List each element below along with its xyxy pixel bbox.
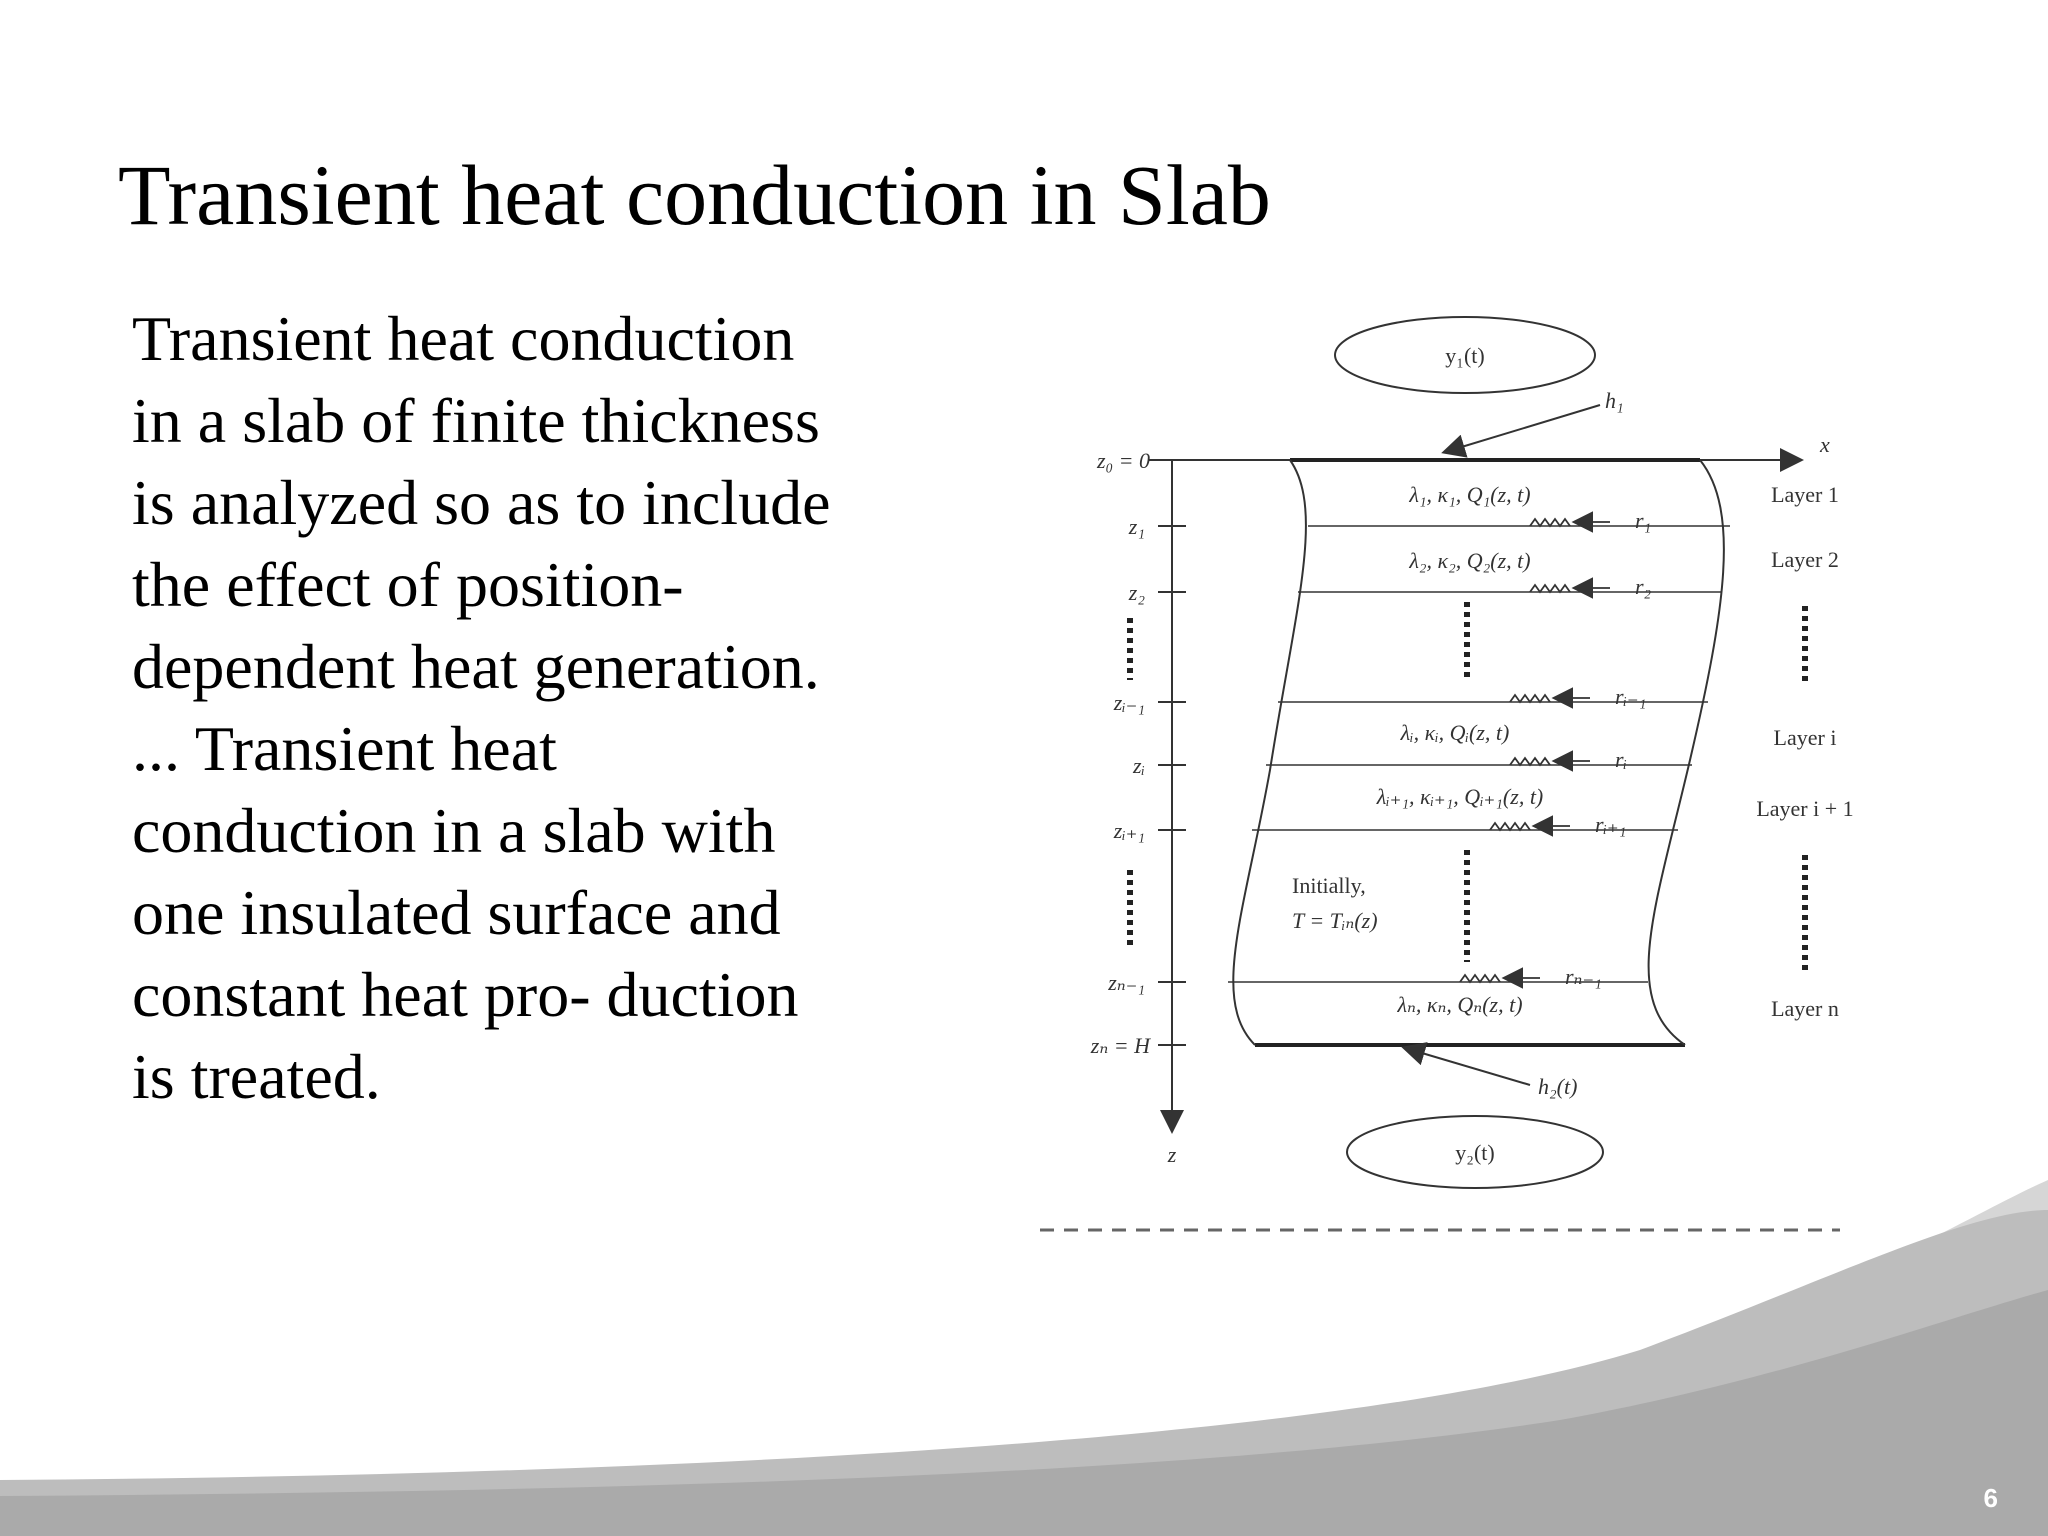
slab-diagram-svg [1040, 310, 1880, 1240]
footer-swoosh-svg [0, 1180, 2048, 1536]
z-label: zᵢ₊₁ [1113, 818, 1145, 843]
z-label: z₀ = 0 [1096, 448, 1150, 473]
body-line: one insulated surface and [132, 877, 781, 948]
z-label: zₙ₋₁ [1108, 970, 1145, 995]
body-line: constant heat pro- duction [132, 959, 799, 1030]
layer-props-2: λ₂, κ₂, Q₂(z, t) [1409, 548, 1531, 573]
r-label: r₁ [1635, 508, 1652, 533]
layer-props-i: λᵢ, κᵢ, Qᵢ(z, t) [1400, 720, 1510, 745]
r-label: rᵢ₊₁ [1595, 812, 1627, 837]
slide-title: Transient heat conduction in Slab [118, 147, 1271, 243]
h2-arrow [1405, 1048, 1530, 1085]
layer-name: Layer i [1773, 725, 1837, 750]
layer-props-1: λ₁, κ₁, Q₁(z, t) [1409, 482, 1531, 507]
z-label: zᵢ [1132, 753, 1145, 778]
body-line: dependent heat generation. [132, 631, 820, 702]
initial-condition-line2: T = Tᵢₙ(z) [1292, 908, 1378, 933]
body-line: in a slab of finite thickness [132, 385, 820, 456]
h2-label: h₂(t) [1538, 1074, 1578, 1099]
footer-swoosh [0, 1180, 2048, 1536]
layer-name: Layer 2 [1771, 547, 1839, 572]
bottom-ellipse-label: y₂(t) [1455, 1140, 1495, 1165]
r-label: rₙ₋₁ [1565, 964, 1602, 989]
slab-right-edge [1649, 460, 1724, 1045]
h1-label: h₁ [1605, 388, 1624, 413]
layer-props-i+1: λᵢ₊₁, κᵢ₊₁, Qᵢ₊₁(z, t) [1376, 784, 1544, 809]
body-line: ... Transient heat [132, 713, 557, 784]
z-label: z₁ [1128, 514, 1145, 539]
top-ellipse-label: y₁(t) [1445, 343, 1485, 368]
z-label: zₙ = H [1090, 1033, 1150, 1058]
h1-arrow [1445, 405, 1600, 452]
page-number: 6 [1983, 1483, 1998, 1513]
r-label: rᵢ [1615, 747, 1628, 772]
slab-diagram [1040, 310, 1880, 1240]
layer-name: Layer n [1771, 996, 1839, 1021]
body-line: is treated. [132, 1041, 381, 1112]
layer-props-n: λₙ, κₙ, Qₙ(z, t) [1397, 992, 1523, 1017]
z-axis-label: z [1167, 1142, 1177, 1167]
initial-condition-line1: Initially, [1292, 873, 1366, 898]
layer-name: Layer i + 1 [1756, 796, 1854, 821]
z-label: zᵢ₋₁ [1113, 690, 1145, 715]
body-line: conduction in a slab with [132, 795, 776, 866]
resistance-symbols [1460, 519, 1610, 982]
r-label: r₂ [1635, 574, 1652, 599]
body-line: Transient heat conduction [132, 303, 795, 374]
slab-left-edge [1233, 460, 1306, 1045]
layer-name: Layer 1 [1771, 482, 1839, 507]
body-paragraph [132, 298, 902, 1118]
x-axis-label: x [1820, 432, 1830, 457]
body-line: the effect of position- [132, 549, 684, 620]
r-label: rᵢ₋₁ [1615, 684, 1647, 709]
z-label: z₂ [1128, 580, 1145, 605]
body-line: is analyzed so as to include [132, 467, 831, 538]
